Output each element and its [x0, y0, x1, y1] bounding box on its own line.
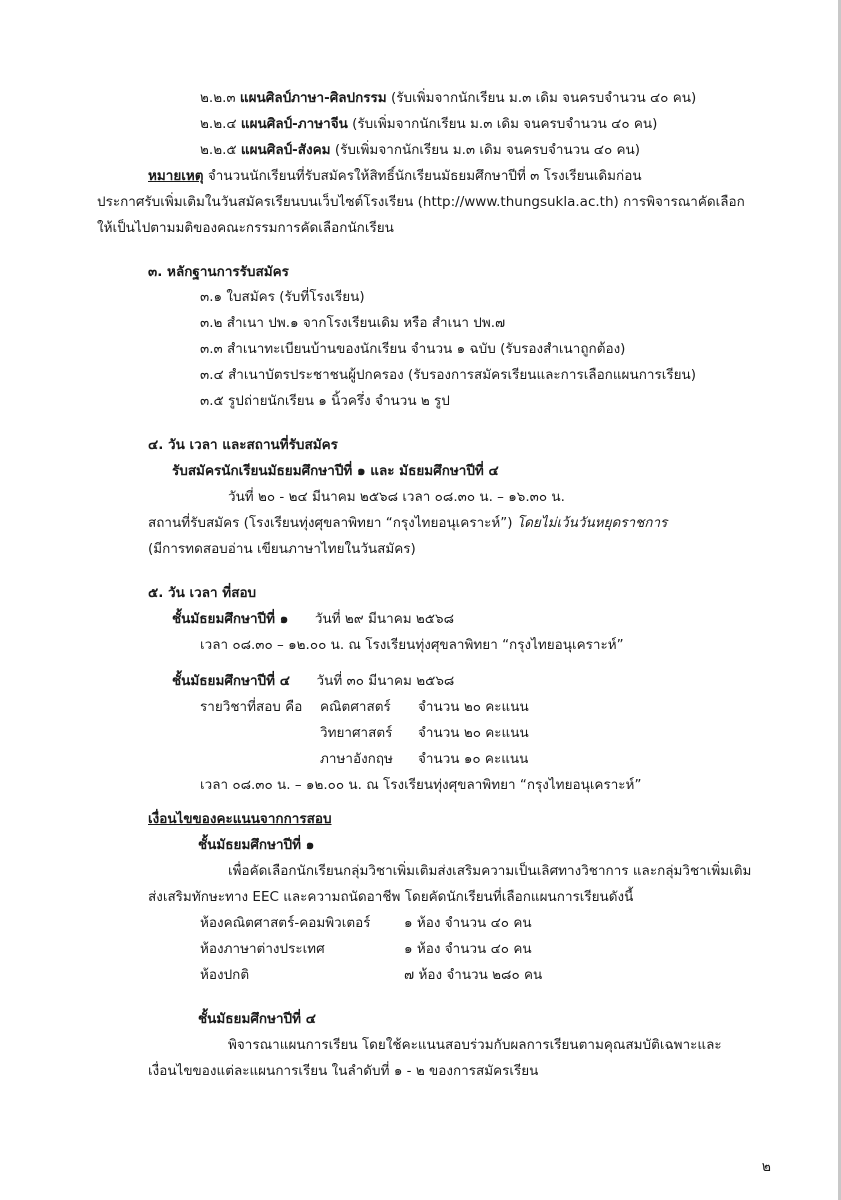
place-text: สถานที่รับสมัคร (โรงเรียนทุ่งศุขลาพิทยา “กรุงไทยอนุเคราะห์”) — [148, 515, 513, 531]
no-holiday-note: โดยไม่เว้นวันหยุดราชการ — [512, 515, 668, 531]
note-label: หมายเหตุ — [148, 168, 204, 184]
subject-score: จำนวน ๑๐ คะแนน — [418, 751, 529, 767]
subject-score: จำนวน ๒๐ คะแนน — [418, 725, 529, 741]
document-item: ๓.๑ ใบสมัคร (รับที่โรงเรียน) — [200, 289, 365, 305]
exam-date: วันที่ ๒๙ มีนาคม ๒๕๖๘ — [314, 611, 455, 627]
m4-exam-head — [172, 672, 454, 690]
conditions-m1-paragraph-2: ส่งเสริมทักษะทาง EEC และความถนัดอาชีพ โดยคัดนักเรียนที่เลือกแผนการเรียนดังนี้ — [148, 889, 634, 905]
item-number: ๒.๒.๔ — [200, 116, 237, 132]
item-number: ๒.๒.๓ — [200, 90, 236, 106]
document-item: ๓.๔ สำเนาบัตรประชาชนผู้ปกครอง (รับรองการสมัครเรียนและการเลือกแผนการเรียน) — [200, 367, 696, 383]
conditions-m4-paragraph-2: เงื่อนไขของแต่ละแผนการเรียน ในลำดับที่ ๑ - ๒ ของการสมัครเรียน — [148, 1063, 539, 1079]
room-count: ๗ ห้อง จำนวน ๒๘๐ คน — [404, 967, 543, 983]
section-5-heading: ๕. วัน เวลา ที่สอบ — [148, 585, 257, 601]
document-item: ๓.๕ รูปถ่ายนักเรียน ๑ นิ้วครึ่ง จำนวน ๒ รูป — [200, 393, 450, 409]
plan-title: แผนศิลป์ภาษา-ศิลปกรรม — [239, 90, 387, 106]
room-name: ห้องปกติ — [200, 967, 250, 983]
subject-name: คณิตศาสตร์ — [320, 699, 391, 715]
plan-item-2-2-3 — [200, 89, 696, 107]
subject-name: วิทยาศาสตร์ — [320, 725, 393, 741]
registration-date: วันที่ ๒๐ - ๒๔ มีนาคม ๒๕๖๘ เวลา ๐๘.๓๐ น. – ๑๖.๓๐ น. — [228, 489, 565, 505]
note-line-2: ประกาศรับเพิ่มเติมในวันสมัครเรียนบนเว็บไซต์โรงเรียน (http://www.thungsukla.ac.th) การพิจารณาคัดเลือก — [97, 194, 745, 210]
section-4-heading: ๔. วัน เวลา และสถานที่รับสมัคร — [148, 437, 338, 453]
plan-title: แผนศิลป์-สังคม — [240, 142, 331, 158]
m4-exam-time: เวลา ๐๘.๓๐ น. – ๑๒.๐๐ น. ณ โรงเรียนทุ่งศุขลาพิทยา “กรุงไทยอนุเคราะห์” — [200, 777, 642, 793]
plan-detail: (รับเพิ่มจากนักเรียน ม.๓ เดิม จนครบจำนวน ๔๐ คน) — [391, 90, 697, 106]
grade-label: ชั้นมัธยมศึกษาปีที่ ๑ — [172, 611, 289, 627]
item-number: ๒.๒.๕ — [200, 142, 237, 158]
plan-item-2-2-5 — [200, 141, 640, 159]
subject-score: จำนวน ๒๐ คะแนน — [418, 699, 529, 715]
conditions-m1-head: ชั้นมัธยมศึกษาปีที่ ๑ — [198, 837, 315, 853]
test-note: (มีการทดสอบอ่าน เขียนภาษาไทยในวันสมัคร) — [148, 541, 416, 557]
document-item: ๓.๒ สำเนา ปพ.๑ จากโรงเรียนเดิม หรือ สำเนา ปพ.๗ — [200, 315, 506, 331]
room-name: ห้องภาษาต่างประเทศ — [200, 941, 325, 957]
room-name: ห้องคณิตศาสตร์-คอมพิวเตอร์ — [200, 915, 371, 931]
page-number: ๒ — [761, 1159, 771, 1175]
exam-date: วันที่ ๓๐ มีนาคม ๒๕๖๘ — [316, 673, 455, 689]
note-line-1 — [148, 167, 642, 185]
plan-title: แผนศิลป์-ภาษาจีน — [240, 116, 348, 132]
plan-detail: (รับเพิ่มจากนักเรียน ม.๓ เดิม จนครบจำนวน ๔๐ คน) — [334, 142, 641, 158]
conditions-m1-paragraph-1: เพื่อคัดเลือกนักเรียนกลุ่มวิชาเพิ่มเติมส่งเสริมความเป็นเลิศทางวิชาการ และกลุ่มวิชาเพิ่มเติม — [228, 863, 752, 879]
note-line-3: ให้เป็นไปตามมติของคณะกรรมการคัดเลือกนักเรียน — [97, 220, 394, 236]
room-count: ๑ ห้อง จำนวน ๔๐ คน — [404, 915, 532, 931]
note-text: จำนวนนักเรียนที่รับสมัครให้สิทธิ์นักเรียนมัธยมศึกษาปีที่ ๓ โรงเรียนเดิมก่อน — [207, 168, 642, 184]
section-3-heading: ๓. หลักฐานการรับสมัคร — [148, 264, 289, 280]
registration-place — [148, 514, 667, 532]
conditions-m4-head: ชั้นมัธยมศึกษาปีที่ ๔ — [198, 1011, 316, 1027]
plan-detail: (รับเพิ่มจากนักเรียน ม.๓ เดิม จนครบจำนวน ๔๐ คน) — [352, 116, 658, 132]
document-item: ๓.๓ สำเนาทะเบียนบ้านของนักเรียน จำนวน ๑ ฉบับ (รับรองสำเนาถูกต้อง) — [200, 341, 626, 357]
grade-label: ชั้นมัธยมศึกษาปีที่ ๔ — [172, 673, 290, 689]
section-4-subheading: รับสมัครนักเรียนมัธยมศึกษาปีที่ ๑ และ มัธยมศึกษาปีที่ ๔ — [172, 463, 499, 479]
conditions-heading: เงื่อนไขของคะแนนจากการสอบ — [148, 811, 332, 827]
conditions-m4-paragraph-1: พิจารณาแผนการเรียน โดยใช้คะแนนสอบร่วมกับผลการเรียนตามคุณสมบัติเฉพาะและ — [228, 1037, 722, 1053]
m1-exam-head — [172, 610, 454, 628]
m1-exam-time: เวลา ๐๘.๓๐ – ๑๒.๐๐ น. ณ โรงเรียนทุ่งศุขลาพิทยา “กรุงไทยอนุเคราะห์” — [200, 637, 624, 653]
subject-name: ภาษาอังกฤษ — [320, 751, 393, 767]
subjects-label: รายวิชาที่สอบ คือ — [200, 699, 303, 715]
room-count: ๑ ห้อง จำนวน ๔๐ คน — [404, 941, 532, 957]
plan-item-2-2-4 — [200, 115, 657, 133]
